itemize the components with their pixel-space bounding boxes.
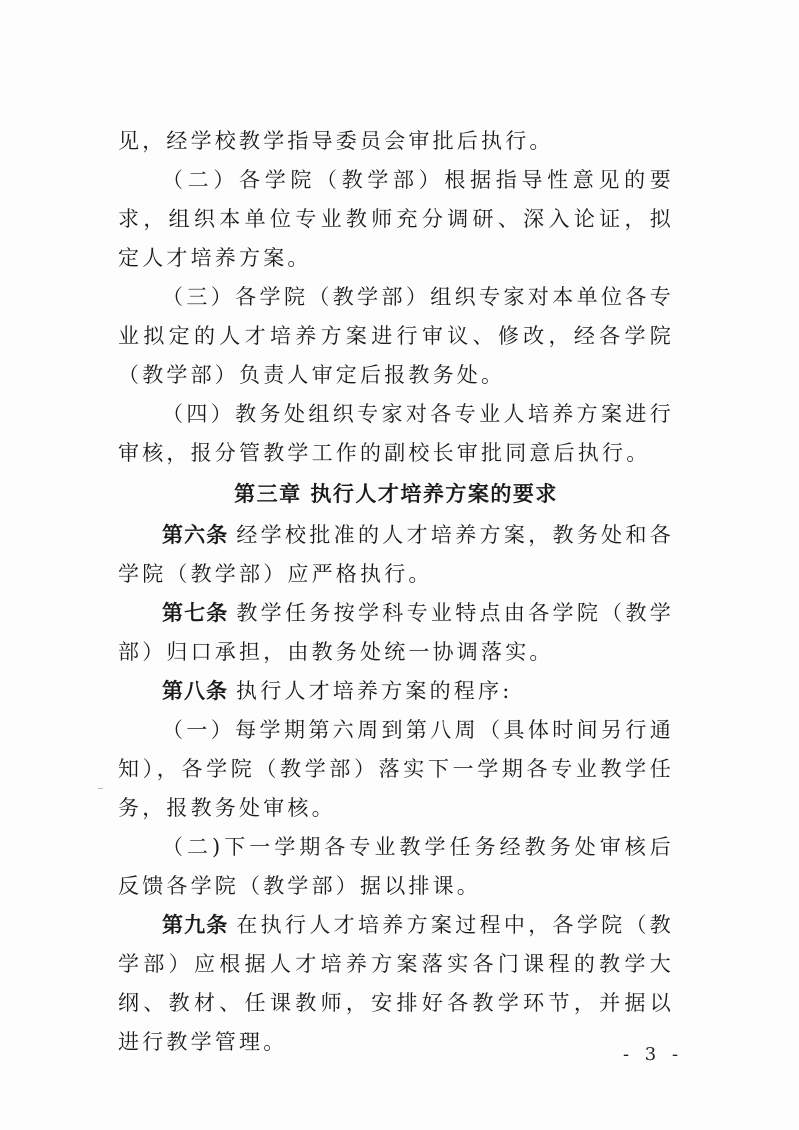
scan-speck bbox=[98, 788, 103, 789]
page-number: - 3 - bbox=[623, 1044, 684, 1065]
article-9 bbox=[118, 906, 674, 1062]
paragraph-item-2: （二）各学院（教学部）根据指导性意见的要求，组织本单位专业教师充分调研、深入论证，拟定人才培养方案。 bbox=[118, 168, 674, 270]
article-8-label: 第八条 bbox=[162, 679, 228, 703]
article-7 bbox=[118, 594, 674, 672]
article-6-text: 经学校批准的人才培养方案，教务处和各学院（教学部）应严格执行。 bbox=[118, 523, 674, 586]
article-8 bbox=[118, 672, 674, 711]
chapter-heading: 第三章 执行人才培养方案的要求 bbox=[234, 482, 558, 506]
article-9-label: 第九条 bbox=[162, 913, 229, 937]
document-body bbox=[118, 122, 674, 1062]
article-8-item-2: （二)下一学期各专业教学任务经教务处审核后反馈各学院（教学部）据以排课。 bbox=[118, 835, 674, 898]
article-8-item-1: （一）每学期第六周到第八周（具体时间另行通知），各学院（教学部）落实下一学期各专业教学任务，报教务处审核。 bbox=[118, 718, 674, 820]
article-6 bbox=[118, 516, 674, 594]
paragraph-item-3: （三）各学院（教学部）组织专家对本单位各专业拟定的人才培养方案进行审议、修改，经各学院（教学部）负责人审定后报教务处。 bbox=[118, 285, 674, 387]
article-9-text: 在执行人才培养方案过程中，各学院（教学部）应根据人才培养方案落实各门课程的教学大纲、教材、任课教师，安排好各教学环节，并据以进行教学管理。 bbox=[118, 913, 674, 1054]
article-7-text: 教学任务按学科专业特点由各学院（教学部）归口承担，由教务处统一协调落实。 bbox=[118, 601, 674, 664]
paragraph-continuation: 见，经学校教学指导委员会审批后执行。 bbox=[118, 129, 554, 153]
article-7-label: 第七条 bbox=[162, 601, 229, 625]
paragraph-item-4: （四）教务处组织专家对各专业人培养方案进行审核，报分管教学工作的副校长审批同意后执行。 bbox=[118, 402, 674, 465]
article-8-text: 执行人才培养方案的程序: bbox=[236, 679, 513, 703]
article-6-label: 第六条 bbox=[162, 523, 229, 547]
